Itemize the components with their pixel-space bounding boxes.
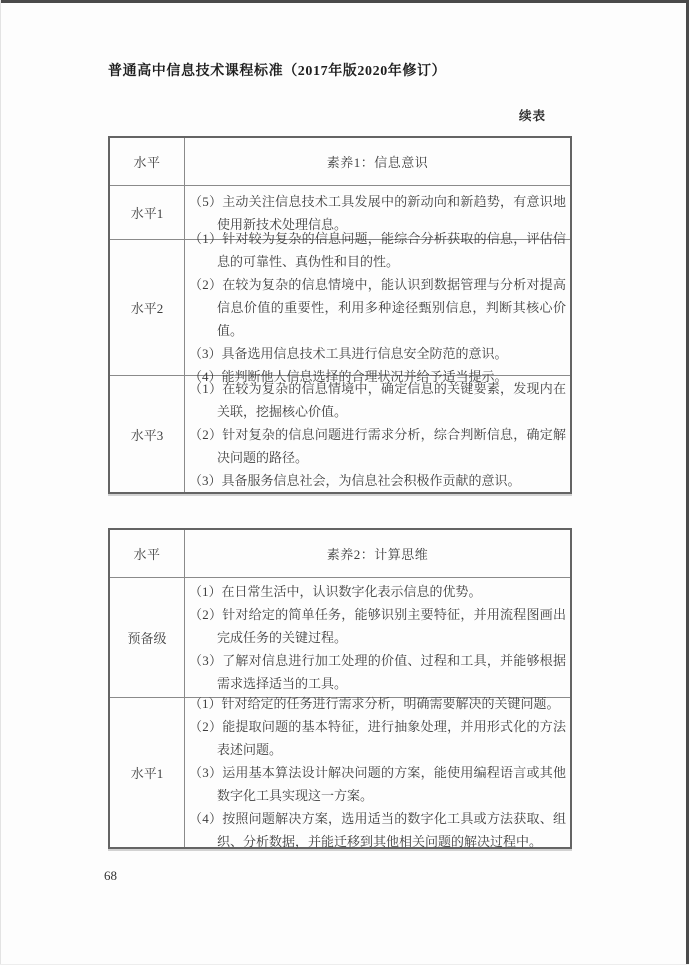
competency-table-information-awareness bbox=[108, 136, 572, 494]
competency-column-header-label: 素养2：计算思维 bbox=[326, 547, 429, 562]
scan-edge-left bbox=[0, 0, 1, 965]
descriptor-item: （2）针对复杂的信息问题进行需求分析，综合判断信息，确定解决问题的路径。 bbox=[189, 426, 566, 465]
descriptor-item: （5）主动关注信息技术工具发展中的新动向和新趋势，有意识地使用新技术处理信息。 bbox=[189, 193, 566, 232]
table-row-level3 bbox=[110, 375, 570, 492]
page-number: 68 bbox=[104, 868, 117, 883]
descriptor-item: （3）具备服务信息社会，为信息社会积极作贡献的意识。 bbox=[189, 472, 521, 488]
competency-table-computational-thinking bbox=[108, 528, 572, 849]
level-label: 水平2 bbox=[110, 240, 185, 375]
descriptor-cell bbox=[185, 578, 570, 697]
descriptor-item: （1）针对给定的任务进行需求分析，明确需要解决的关键问题。 bbox=[189, 696, 560, 711]
descriptor-cell bbox=[185, 698, 570, 847]
level-label: 预备级 bbox=[110, 578, 185, 697]
level-label: 水平3 bbox=[110, 376, 185, 492]
table-row-preparatory bbox=[110, 577, 570, 697]
descriptor-item: （1）在较为复杂的信息情境中，确定信息的关键要素，发现内在关联，挖掘核心价值。 bbox=[189, 380, 566, 419]
level-column-header-label: 水平 bbox=[133, 547, 161, 562]
descriptor-item: （3）运用基本算法设计解决问题的方案，能使用编程语言或其他数字化工具实现这一方案。 bbox=[189, 765, 566, 803]
descriptor-item: （1）在日常生活中，认识数字化表示信息的优势。 bbox=[189, 584, 482, 599]
descriptor-item: （4）能判断他人信息选择的合理状况并给予适当提示。 bbox=[189, 369, 508, 384]
level-label: 水平1 bbox=[110, 698, 185, 847]
descriptor-cell bbox=[185, 376, 570, 492]
table-header-row bbox=[110, 530, 570, 577]
level-column-header bbox=[110, 138, 185, 185]
level-column-header bbox=[110, 530, 185, 577]
descriptor-cell bbox=[185, 231, 570, 384]
descriptor-item: （2）在较为复杂的信息情境中，能认识到数据管理与分析对提高信息价值的重要性，利用多种途径甄别信息，判断其核心价值。 bbox=[189, 277, 566, 338]
descriptor-item: （3）具备选用信息技术工具进行信息安全防范的意识。 bbox=[189, 346, 508, 361]
table-header-row bbox=[110, 138, 570, 185]
table-row-level2 bbox=[110, 231, 570, 384]
competency-column-header bbox=[185, 138, 570, 185]
competency-column-header bbox=[185, 530, 570, 577]
scan-edge-top bbox=[0, 0, 689, 3]
document-header-title: 普通高中信息技术课程标准（2017年版2020年修订） bbox=[108, 64, 447, 79]
descriptor-item: （1）针对较为复杂的信息问题，能综合分析获取的信息，评估信息的可靠性、真伪性和目的性。 bbox=[189, 231, 566, 269]
level-column-header-label: 水平 bbox=[133, 155, 161, 170]
table-row-level1 bbox=[110, 697, 570, 847]
continued-table-label: 续表 bbox=[519, 109, 547, 123]
competency-column-header-label: 素养1：信息意识 bbox=[326, 155, 429, 170]
level-label: 水平1 bbox=[110, 186, 185, 239]
descriptor-item: （4）按照问题解决方案，选用适当的数字化工具或方法获取、组织、分析数据，并能迁移到其他相关问题的解决过程中。 bbox=[189, 811, 566, 849]
descriptor-item: （2）能提取问题的基本特征，进行抽象处理，并用形式化的方法表述问题。 bbox=[189, 719, 566, 757]
descriptor-item: （2）针对给定的简单任务，能够识别主要特征，并用流程图画出完成任务的关键过程。 bbox=[189, 607, 566, 645]
descriptor-item: （3）了解对信息进行加工处理的价值、过程和工具，并能够根据需求选择适当的工具。 bbox=[189, 653, 566, 691]
